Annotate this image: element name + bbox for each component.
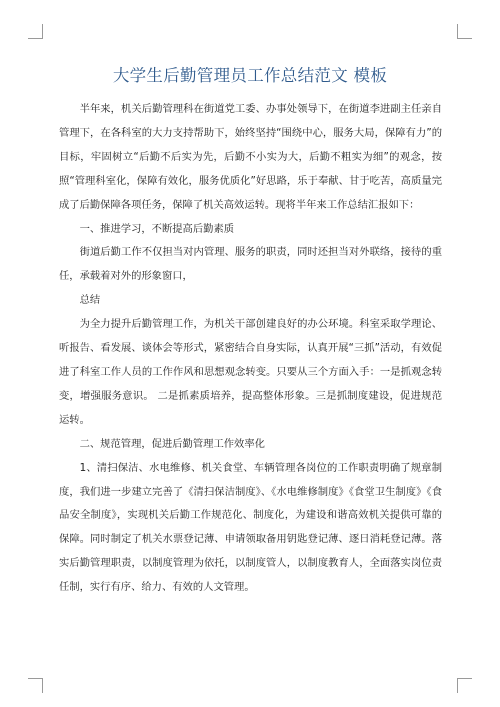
document-title: 大学生后勤管理员工作总结范文 模板 xyxy=(112,66,388,85)
paragraph-three-grasps: 为全力提升后勤管理工作，为机关干部创建良好的办公环境。科室采取学理论、听报告、看发展、谈体会等形式，紧密结合自身实际，认真开展“三抓”活动，有效促进了科室工作人员的工作作风和思想观念转变。只要从三个方面入手：一是抓观念转变，增强服务意识。 二是抓素质培养，提高整体形象。三是抓制度建设，促进规范运转。 xyxy=(59,318,442,426)
paragraph-rules: 1、清扫保洁、水电维修、机关食堂、车辆管理各岗位的工作职责明确了规章制度，我们进一步建立完善了《清扫保洁制度》、《水电维修制度》《食堂卫生制度》《食品安全制度》，实现机关后勤工作规范化、制度化，为建设和谐高效机关提供可靠的保障。同时制定了机关水票登记薄、申请领取备用钥匙登记薄、逐日消耗登记薄。落实后勤管理职责，以制度管理为依托，以制度管人，以制度教育人，全面落实岗位责任制，实行有序、给力、有效的人文管理。 xyxy=(59,461,442,594)
paragraph-intro: 半年来，机关后勤管理科在街道党工委、办事处领导下，在街道李进副主任亲自管理下，在各科室的大力支持帮助下，始终坚持“围绕中心，服务大局，保障有力”的目标，牢固树立“后勤不后实为先，后勤不小实为大，后勤不粗实为细”的观念，按照“管理科室化，保障有效化，服务优质化”好思路，乐于奉献、甘于吃苦，高质量完成了后勤保障各项任务，保障了机关高效运转。现将半年来工作总结汇报如下： xyxy=(59,103,442,211)
heading-section-2: 二、规范管理，促进后勤管理工作效率化 xyxy=(79,437,265,450)
crop-mark-bottom-right xyxy=(457,678,472,693)
crop-mark-bottom-left xyxy=(28,678,43,693)
paragraph-duties: 街道后勤工作不仅担当对内管理、服务的职责，同时还担当对外联络，接待的重任，承载着对外的形象窗口， xyxy=(59,246,442,283)
heading-section-1: 一、推进学习，不断提高后勤素质 xyxy=(79,222,235,235)
subheading-summary: 总结 xyxy=(79,294,101,307)
crop-mark-top-right xyxy=(457,24,472,39)
document-body xyxy=(59,98,442,600)
crop-mark-top-left xyxy=(28,24,43,39)
